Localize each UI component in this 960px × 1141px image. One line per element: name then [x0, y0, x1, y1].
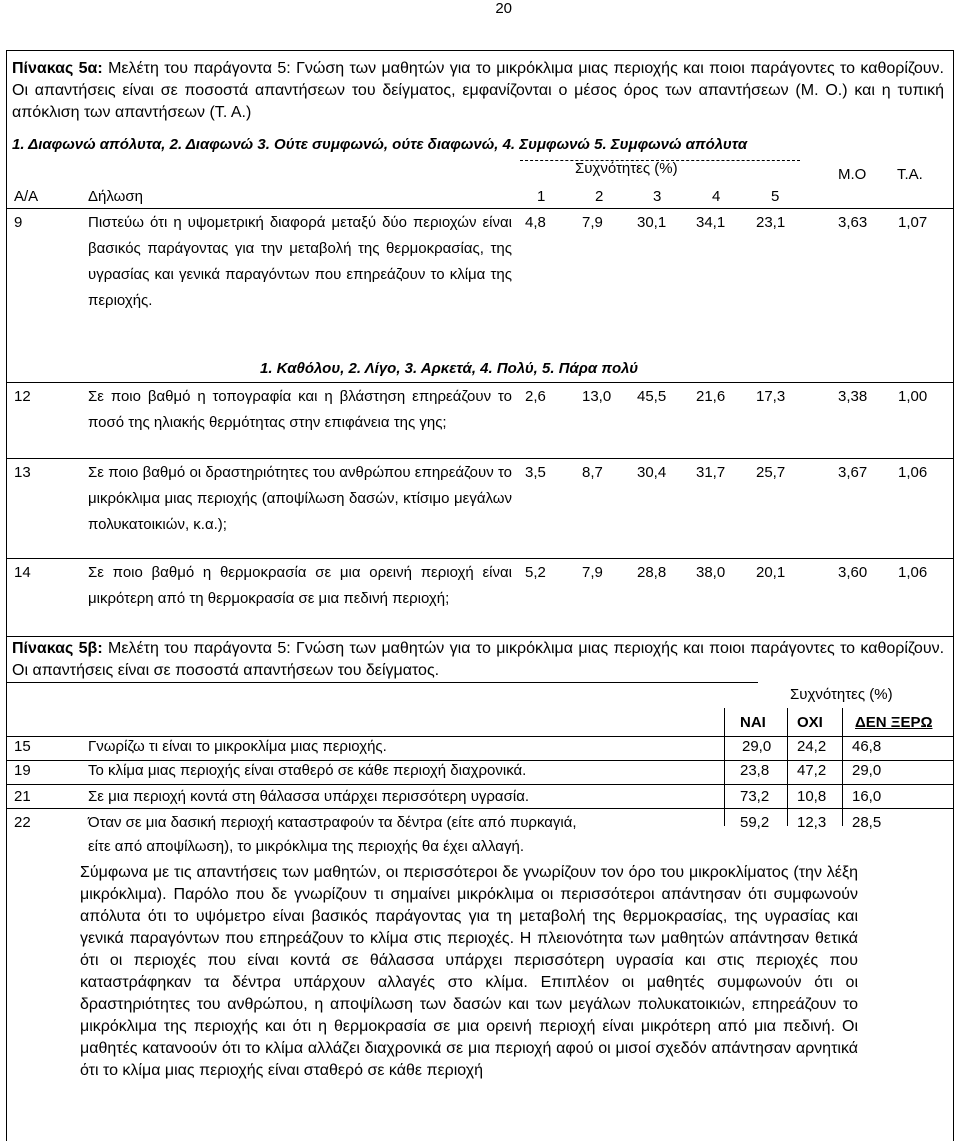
scale-col-5: 5 [771, 188, 780, 205]
row-12-v5: 17,3 [756, 388, 786, 405]
table-5b-caption [12, 638, 944, 682]
row-13-mean: 3,67 [838, 464, 868, 481]
row-13-rule [6, 558, 954, 559]
row-19-no: 47,2 [797, 762, 827, 779]
scale-col-1: 1 [537, 188, 546, 205]
row-12-statement: Σε ποιο βαθμό η τοπογραφία και η βλάστηση επηρεάζουν το ποσό της ηλιακής θερμότητας στην επιφάνεια της γης; [88, 388, 512, 431]
scale-col-3: 3 [653, 188, 662, 205]
row-21-rule [6, 808, 954, 809]
row-12-id: 12 [14, 388, 31, 405]
row-15-dk: 46,8 [852, 738, 882, 755]
sd-header: Τ.Α. [897, 166, 923, 183]
row-13-sd: 1,06 [898, 464, 928, 481]
table-5b-caption-label: Πίνακας 5β: [12, 640, 103, 657]
caption-5b-rule [6, 682, 758, 683]
statement-header: Δήλωση [88, 188, 143, 205]
row-9-rule [6, 382, 954, 383]
amount-scale-legend: 1. Καθόλου, 2. Λίγο, 3. Αρκετά, 4. Πολύ, 5. Πάρα πολύ [260, 360, 639, 377]
row-14-statement: Σε ποιο βαθμό η θερμοκρασία σε μια ορεινή περιοχή είναι μικρότερη από τη θερμοκρασία σε μια πεδινή περιοχή; [88, 564, 512, 607]
row-12-v4: 21,6 [696, 388, 726, 405]
row-22-no: 12,3 [797, 814, 827, 831]
scale-col-2: 2 [595, 188, 604, 205]
row-14-v3: 28,8 [637, 564, 667, 581]
row-21-statement: Σε μια περιοχή κοντά στη θάλασσα υπάρχει περισσότερη υγρασία. [88, 788, 530, 805]
row-15-statement: Γνωρίζω τι είναι το μικροκλίμα μιας περιοχής. [88, 738, 387, 755]
row-21-no: 10,8 [797, 788, 827, 805]
row-13-statement: Σε ποιο βαθμό οι δραστηριότητες του ανθρώπου επηρεάζουν το μικρόκλιμα μιας περιοχής (αποψίλωση δασών, κτίσιμο μεγάλων πολυκατοικιών, κ.α.); [88, 464, 512, 533]
row-22-statement-line1: Όταν σε μια δασική περιοχή καταστραφούν τα δέντρα (είτε από πυρκαγιά, [88, 814, 577, 831]
row-22-statement-line2: είτε από αποψίλωση), το μικρόκλιμα της περιοχής θα έχει αλλαγή. [88, 838, 524, 855]
scale-col-4: 4 [712, 188, 721, 205]
discussion-paragraph: Σύμφωνα με τις απαντήσεις των μαθητών, οι περισσότεροι δε γνωρίζουν τον όρο του μικροκλίματος (την λέξη μικρόκλιμα). Παρόλο που δε γνωρίζουν τι σημαίνει μικρόκλιμα οι περισσότεροι απάντησαν ότι συμφωνούν απόλυτα ότι το υψόμετρο είναι βασικός παράγοντας για τη μεταβολή της θερμοκρασίας, της υγρασίας και γενικά παραγόντων που επηρεάζουν το κλίμα στις περιοχές. Η πλειονότητα των μαθητών απάντησαν θετικά ότι οι περιοχές που είναι κοντά σε θάλασσα υπάρχει περισσότερη υγρασία και στις περιοχές που καταστράφηκαν τα δέντρα υπάρχουν αλλαγές στο κλίμα. Επιπλέον οι μαθητές συμφωνούν ότι οι δραστηριότητες του ανθρώπου, η αποψίλωση των δασών και των μεγάλων πολυκατοικιών, επηρεάζουν το μικρόκλιμα της περιοχής και ότι η θερμοκρασία σε μια ορεινή περιοχή είναι μικρότερη από μια πεδινή. Οι μαθητές κατανοούν ότι το κλίμα αλλάζει διαχρονικά σε μια περιοχή αφού οι μισοί σχεδόν απάντησαν αρνητικά ότι το κλίμα μιας περιοχής είναι σταθερό σε κάθε περιοχή [80, 864, 858, 1079]
row-9-id: 9 [14, 214, 23, 231]
row-15-id: 15 [14, 738, 31, 755]
row-12-v1: 2,6 [525, 388, 546, 405]
row-9-sd: 1,07 [898, 214, 928, 231]
row-13-v3: 30,4 [637, 464, 667, 481]
row-19-dk: 29,0 [852, 762, 882, 779]
dont-know-header: ΔΕΝ ΞΕΡΩ [855, 714, 933, 731]
row-22-yes: 59,2 [740, 814, 770, 831]
row-13-v1: 3,5 [525, 464, 546, 481]
frequency-header: Συχνότητες (%) [575, 160, 678, 177]
row-21-yes: 73,2 [740, 788, 770, 805]
row-15-yes: 29,0 [742, 738, 772, 755]
row-12-v2: 13,0 [582, 388, 612, 405]
row-9-v5: 23,1 [756, 214, 786, 231]
row-14-sd: 1,06 [898, 564, 928, 581]
row-13-v4: 31,7 [696, 464, 726, 481]
row-14-v5: 20,1 [756, 564, 786, 581]
row-12-rule [6, 458, 954, 459]
row-22-id: 22 [14, 814, 31, 831]
header-rule [6, 208, 954, 209]
table-5a-caption [12, 58, 944, 124]
row-15-no: 24,2 [797, 738, 827, 755]
row-13-v5: 25,7 [756, 464, 786, 481]
row-13-v2: 8,7 [582, 464, 603, 481]
row-9-v4: 34,1 [696, 214, 726, 231]
mean-header: Μ.Ο [838, 166, 867, 183]
row-14-v1: 5,2 [525, 564, 546, 581]
row-21-id: 21 [14, 788, 31, 805]
row-9-statement: Πιστεύω ότι η υψομετρική διαφορά μεταξύ δύο περιοχών είναι βασικός παράγοντας για την μεταβολή της θερμοκρασίας, της υγρασίας και γενικά παραγόντων που επηρεάζουν το κλίμα της περιοχής. [88, 214, 512, 309]
yes-header: ΝΑΙ [740, 714, 766, 731]
row-14-v2: 7,9 [582, 564, 603, 581]
row-21-dk: 16,0 [852, 788, 882, 805]
id-header: Α/Α [14, 188, 39, 205]
row-22-dk: 28,5 [852, 814, 882, 831]
row-19-yes: 23,8 [740, 762, 770, 779]
row-13-id: 13 [14, 464, 31, 481]
row-19-statement: Το κλίμα μιας περιοχής είναι σταθερό σε κάθε περιοχή διαχρονικά. [88, 762, 527, 779]
row-12-sd: 1,00 [898, 388, 928, 405]
row-14-id: 14 [14, 564, 31, 581]
row-19-id: 19 [14, 762, 31, 779]
row-14-v4: 38,0 [696, 564, 726, 581]
row-12-v3: 45,5 [637, 388, 667, 405]
table-5a-caption-label: Πίνακας 5α: [12, 60, 103, 77]
table-5b-frequency-header: Συχνότητες (%) [790, 686, 893, 703]
row-14-rule [6, 636, 954, 637]
no-header: ΟΧΙ [797, 714, 823, 731]
agreement-scale-legend: 1. Διαφωνώ απόλυτα, 2. Διαφωνώ 3. Ούτε συμφωνώ, ούτε διαφωνώ, 4. Συμφωνώ 5. Συμφωνώ απόλυτα [12, 136, 748, 153]
row-14-mean: 3,60 [838, 564, 868, 581]
row-12-mean: 3,38 [838, 388, 868, 405]
table-5b-caption-text: Μελέτη του παράγοντα 5: Γνώση των μαθητών για το μικρόκλιμα μιας περιοχής και ποιοι παράγοντες το καθορίζουν. Οι απαντήσεις είναι σε ποσοστά απαντήσεων του δείγματος. [12, 640, 945, 679]
page-number: 20 [495, 0, 512, 17]
table-5a-caption-text: Μελέτη του παράγοντα 5: Γνώση των μαθητών για το μικρόκλιμα μιας περιοχής και ποιοι παράγοντες το καθορίζουν. Οι απαντήσεις είναι σε ποσοστά απαντήσεων του δείγματος, εμφανίζονται ο μέσος όρος των απαντήσεων (Μ. Ο.) και η τυπική απόκλιση των απαντήσεων (Τ. Α.) [12, 60, 945, 121]
row-9-mean: 3,63 [838, 214, 868, 231]
row-9-v2: 7,9 [582, 214, 603, 231]
row-9-v1: 4,8 [525, 214, 546, 231]
row-9-v3: 30,1 [637, 214, 667, 231]
